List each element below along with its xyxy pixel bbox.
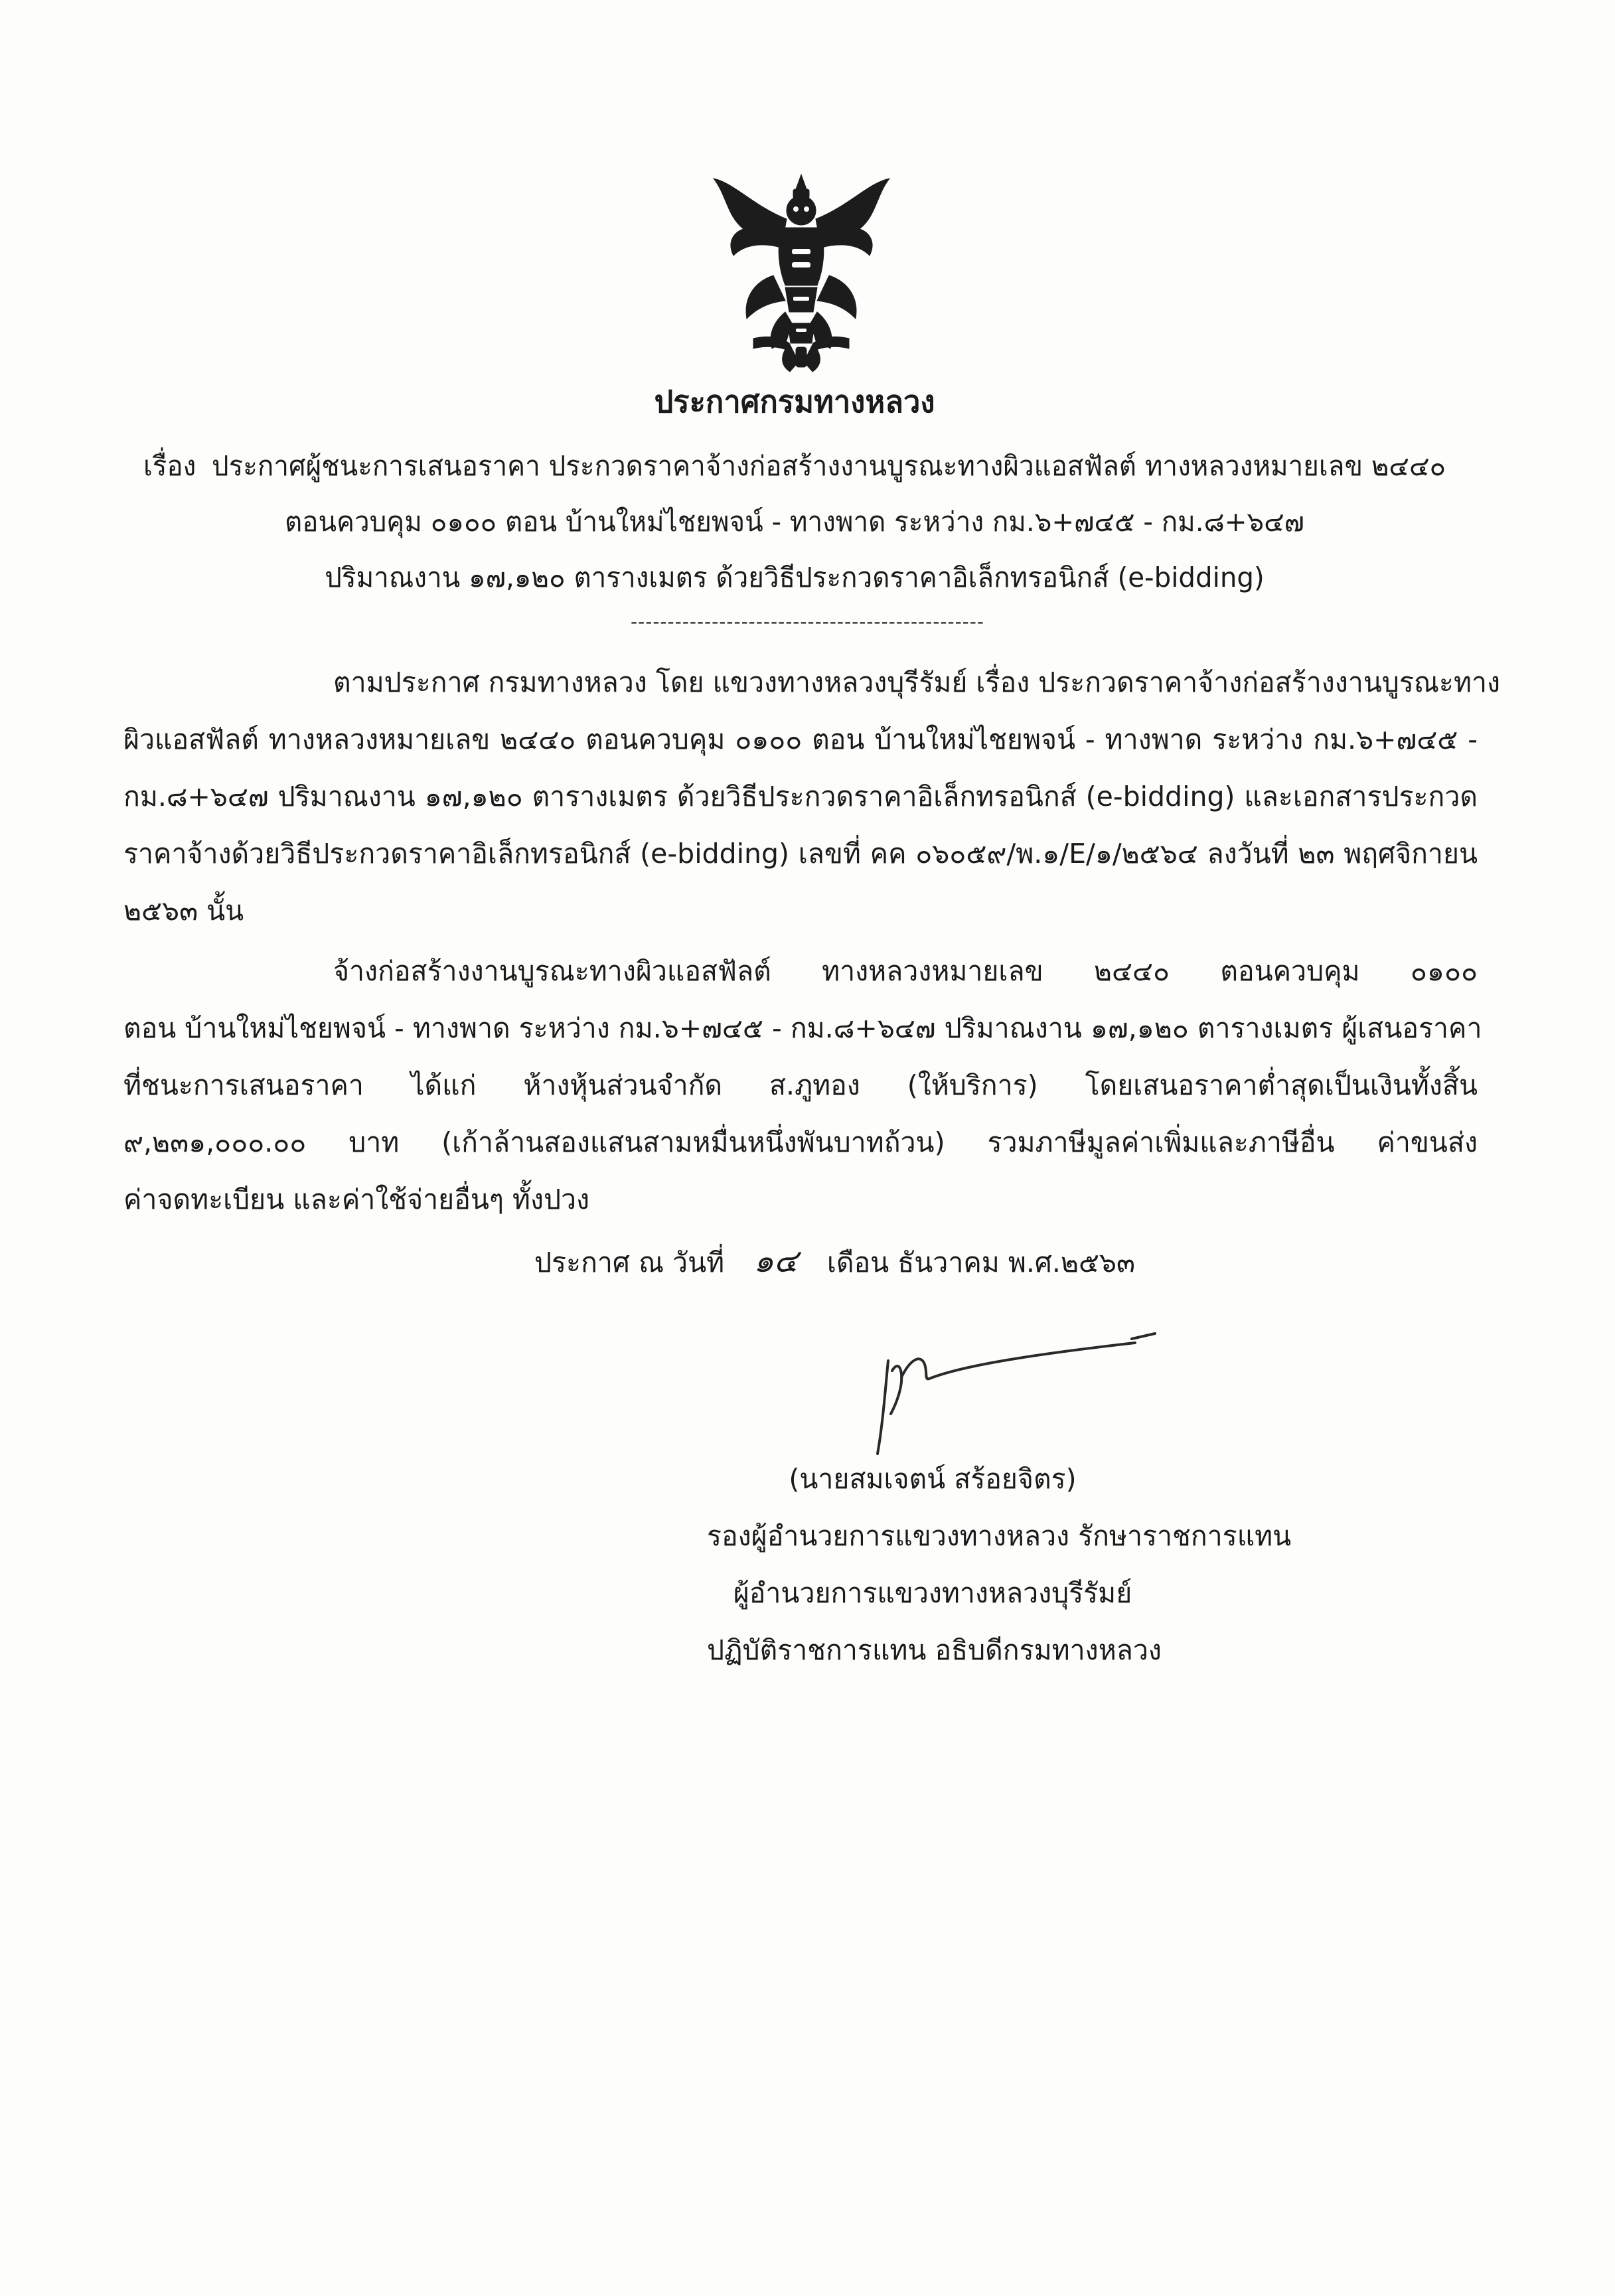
paragraph-line: ค่าจดทะเบียน และค่าใช้จ่ายอื่นๆ ทั้งปวง <box>123 1184 590 1215</box>
paragraph-line: ที่ชนะการเสนอราคา ได้แก่ ห้างหุ้นส่วนจำกัด ส.ภูทอง (ให้บริการ) โดยเสนอราคาต่ำสุดเป็นเงินทั้งสิ้น <box>123 1069 1478 1101</box>
handwritten-signature <box>863 1324 1208 1464</box>
body-paragraph-1 <box>123 654 1501 939</box>
subject-line: ตอนควบคุม ๐๑๐๐ ตอน บ้านใหม่ไชยพจน์ - ทางพาด ระหว่าง กม.๖+๗๔๕ - กม.๘+๖๔๗ <box>285 506 1305 538</box>
signer-position-line: ผู้อำนวยการแขวงทางหลวงบุรีรัมย์ <box>733 1577 1132 1609</box>
signer-position-line: ปฏิบัติราชการแทน อธิบดีกรมทางหลวง <box>707 1634 1162 1666</box>
paragraph-line: ตามประกาศ กรมทางหลวง โดย แขวงทางหลวงบุรีรัมย์ เรื่อง ประกวดราคาจ้างก่อสร้างงานบูรณะทาง <box>333 666 1501 698</box>
signer-name: (นายสมเจตน์ สร้อยจิตร) <box>789 1463 1077 1495</box>
paragraph-line: กม.๘+๖๔๗ ปริมาณงาน ๑๗,๑๒๐ ตารางเมตร ด้วยวิธีประกวดราคาอิเล็กทรอนิกส์ (e-bidding) และเอกสารประกวด <box>123 781 1478 812</box>
paragraph-line: ๒๕๖๓ นั้น <box>123 895 244 927</box>
signer-position-line: รองผู้อำนวยการแขวงทางหลวง รักษาราชการแทน <box>707 1520 1292 1552</box>
subject-line <box>0 438 1589 494</box>
body-paragraph-2 <box>123 943 1482 1228</box>
date-day: ๑๔ <box>753 1243 798 1280</box>
subject-text: ประกาศผู้ชนะการเสนอราคา ประกวดราคาจ้างก่อสร้างงานบูรณะทางผิวแอสฟัลต์ ทางหลวงหมายเลข ๒๔๔๐ <box>211 450 1446 482</box>
subject-label: เรื่อง <box>143 450 196 482</box>
subject-block <box>0 438 1615 605</box>
subject-line: ปริมาณงาน ๑๗,๑๒๐ ตารางเมตร ด้วยวิธีประกวดราคาอิเล็กทรอนิกส์ (e-bidding) <box>325 562 1265 593</box>
signer-block <box>707 1450 1292 1679</box>
paragraph-line: ราคาจ้างด้วยวิธีประกวดราคาอิเล็กทรอนิกส์ (e-bidding) เลขที่ คค ๐๖๐๕๙/พ.๑/E/๑/๒๕๖๔ ลงวันที่ ๒๓ พฤศจิกายน <box>123 838 1478 870</box>
paragraph-line: ตอน บ้านใหม่ไชยพจน์ - ทางพาด ระหว่าง กม.๖+๗๔๕ - กม.๘+๖๔๗ ปริมาณงาน ๑๗,๑๒๐ ตารางเมตร ผู้เสนอราคา <box>123 1012 1482 1044</box>
announcement-date <box>534 1240 1135 1284</box>
date-month-year: เดือน ธันวาคม พ.ศ.๒๕๖๓ <box>826 1247 1136 1278</box>
paragraph-line: ๙,๒๓๑,๐๐๐.๐๐ บาท (เก้าล้านสองแสนสามหมื่นหนึ่งพันบาทถ้วน) รวมภาษีมูลค่าเพิ่มและภาษีอื่น ค่าขนส่ง <box>123 1126 1478 1158</box>
date-prefix: ประกาศ ณ วันที่ <box>534 1247 725 1278</box>
paragraph-line: ผิวแอสฟัลต์ ทางหลวงหมายเลข ๒๔๔๐ ตอนควบคุม ๐๑๐๐ ตอน บ้านใหม่ไชยพจน์ - ทางพาด ระหว่าง กม.๖+๗๔๕ - <box>123 724 1478 755</box>
garuda-emblem-icon <box>707 169 896 378</box>
paragraph-line: จ้างก่อสร้างงานบูรณะทางผิวแอสฟัลต์ ทางหลวงหมายเลข ๒๔๔๐ ตอนควบคุม ๐๑๐๐ <box>333 955 1478 987</box>
separator-line: ------------------------------------------------ <box>631 611 984 633</box>
page-title: ประกาศกรมทางหลวง <box>654 384 935 420</box>
